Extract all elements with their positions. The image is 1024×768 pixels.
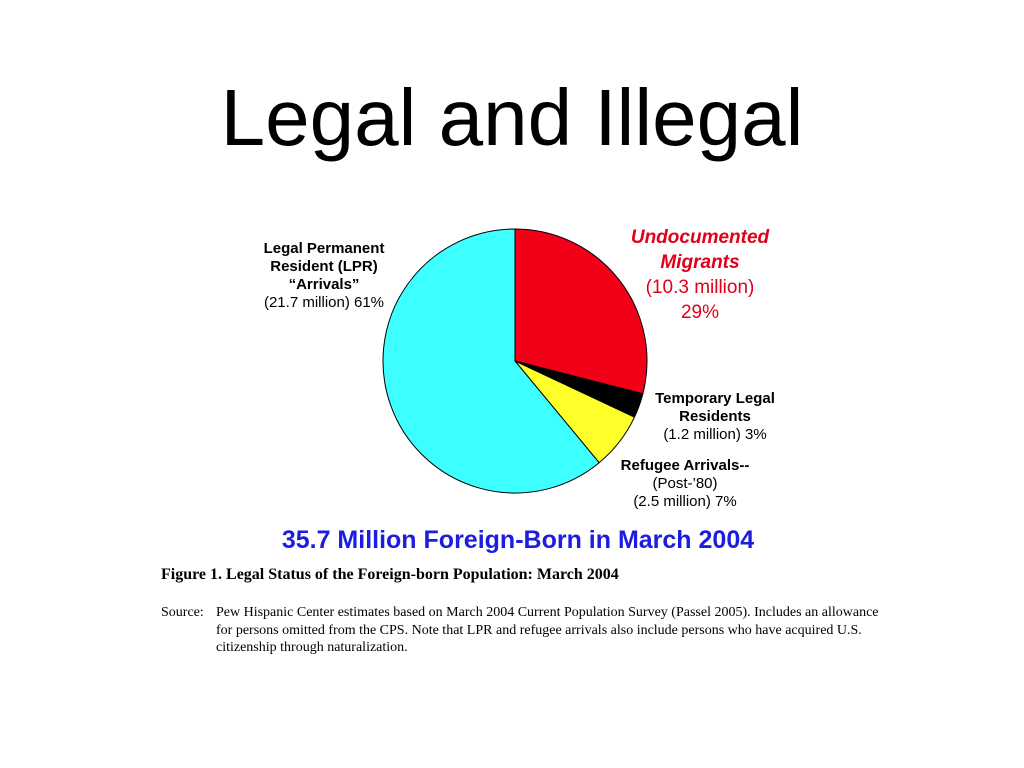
chart-subtitle: 35.7 Million Foreign-Born in March 2004 (281, 526, 755, 554)
label-refugee-line-1: Refugee Arrivals-- (620, 457, 750, 474)
label-temporary (640, 390, 790, 444)
source-text: Pew Hispanic Center estimates based on March 2004 Current Population Survey (Passel 2005). Includes an allowance for persons omitted from the CPS. Note that LPR and refugee arrivals also include persons who have acquired U.S. citizenship through naturalization. (216, 605, 879, 655)
label-refugee (610, 457, 760, 511)
source-label: Source: (161, 605, 204, 620)
label-undocumented-value: (10.3 million) (645, 277, 755, 298)
label-refugee-post80: (Post-’80) (652, 475, 718, 492)
label-temporary-line-2: Residents (679, 408, 751, 425)
label-lpr-line-1: Legal Permanent (263, 240, 385, 257)
label-undocumented-line-1: Undocumented (630, 227, 770, 248)
label-temporary-value: (1.2 million) 3% (663, 426, 767, 443)
slide-title: Legal and Illegal (220, 73, 804, 162)
label-temporary-line-1: Temporary Legal (655, 390, 775, 407)
label-refugee-value: (2.5 million) 7% (633, 493, 737, 510)
label-lpr (246, 240, 402, 312)
label-undocumented-percent: 29% (680, 302, 720, 323)
label-undocumented (604, 225, 796, 325)
label-undocumented-line-2: Migrants (660, 252, 740, 273)
label-lpr-line-3: “Arrivals” (288, 276, 360, 293)
source-note (161, 604, 881, 657)
label-lpr-value: (21.7 million) 61% (263, 294, 385, 311)
figure-caption: Figure 1. Legal Status of the Foreign-born Population: March 2004 (161, 566, 619, 583)
label-lpr-line-2: Resident (LPR) (270, 258, 378, 275)
